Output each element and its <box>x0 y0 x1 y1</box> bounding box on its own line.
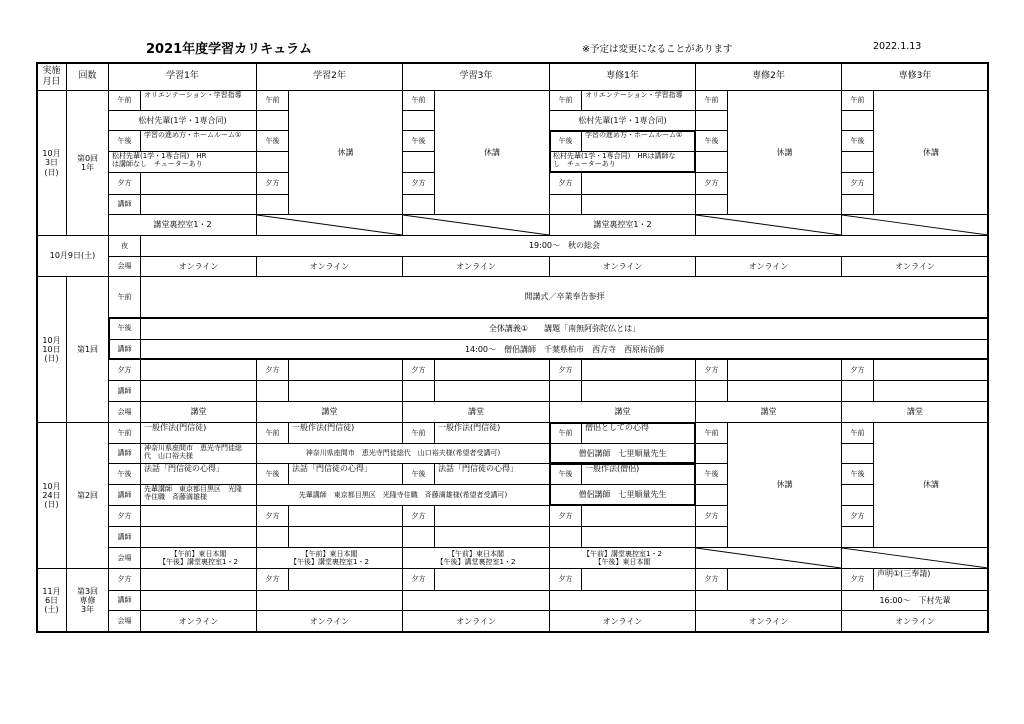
blank-venue-cell <box>841 547 989 569</box>
eve-lecturer <box>695 590 842 611</box>
row-label-eve: 夕方 <box>402 568 435 591</box>
row-label-am: 午前 <box>108 422 141 444</box>
row-label-am: 午前 <box>549 90 582 111</box>
session-cell: 第1回 <box>66 276 109 423</box>
row-label: 午後 <box>695 463 728 485</box>
row-label-eve: 夕方 <box>841 359 874 381</box>
session-cell: 第3回 専修 3年 <box>66 568 109 633</box>
pm-lecturer: 松村先輩(1学・1専合同) HR は講師なし チューターあり <box>108 151 257 173</box>
row-label-eve: 夕方 <box>108 505 141 527</box>
row-label-eve: 夕方 <box>549 568 582 591</box>
eve-topic <box>434 359 550 381</box>
eve-topic <box>581 172 696 195</box>
row-label: 午後 <box>695 130 728 152</box>
am-event: 開講式／卒業奉告参拝 <box>140 276 989 318</box>
eve-topic: 声明①(三奉請) <box>873 568 989 591</box>
row-label-eve: 夕方 <box>108 359 141 381</box>
eve-lecturer <box>581 526 696 548</box>
eve-topic <box>727 568 842 591</box>
am-lecturer: 松村先輩(1学・1専合同) <box>108 110 257 131</box>
rest-cell: 休講 <box>288 90 403 215</box>
eve-lecturer <box>434 380 550 402</box>
eve-lecturer <box>288 380 403 402</box>
row-label-lecturer: 講師 <box>108 484 141 506</box>
row-label-lecturer <box>549 526 582 548</box>
rest-cell: 休講 <box>873 422 989 548</box>
eve-lecturer <box>140 590 257 611</box>
eve-lecturer <box>434 526 550 548</box>
row-label: 夕方 <box>402 172 435 195</box>
row-label-pm: 午後 <box>108 463 141 485</box>
row-label <box>695 484 728 506</box>
row-label-am: 午前 <box>108 90 141 111</box>
row-label-am: 午前 <box>108 276 141 318</box>
row-label-am: 午前 <box>549 422 582 444</box>
row-label <box>841 484 874 506</box>
row-label-pm: 午後 <box>549 463 582 485</box>
rest-cell: 休講 <box>434 90 550 215</box>
pm-lecturer: 僧侶講師 七里順量先生 <box>549 484 696 506</box>
venue-cell: オンライン <box>402 256 550 277</box>
row-label: 午後 <box>841 130 874 152</box>
row-label: 午前 <box>841 422 874 444</box>
venue-cell: 【午前】東日本閣 【午後】講堂裏控室1・2 <box>256 547 403 569</box>
pm-event: 全体講義① 講題「南無阿弥陀仏とは」 <box>140 317 989 340</box>
row-label-venue: 会場 <box>108 256 141 277</box>
rest-cell: 休講 <box>873 90 989 215</box>
row-label <box>841 151 874 173</box>
eve-topic <box>434 505 550 527</box>
row-label <box>841 110 874 131</box>
pm-topic: 学習の進め方・ホームルーム① <box>140 130 257 152</box>
row-label <box>402 194 435 215</box>
am-topic: オリエンテーション・学習指導 <box>140 90 257 111</box>
document-date: 2022.1.13 <box>873 41 922 52</box>
eve-lecturer <box>140 194 257 215</box>
row-label-eve: 夕方 <box>841 568 874 591</box>
impl-date-header: 実施 月日 <box>36 62 67 91</box>
row-label <box>256 194 289 215</box>
row-label: 夕方 <box>695 172 728 195</box>
am-topic: 一般作法(門信徒) <box>140 422 257 444</box>
eve-lecturer <box>402 590 550 611</box>
eve-lecturer <box>727 380 842 402</box>
eve-topic <box>873 359 989 381</box>
row-label: 午後 <box>402 130 435 152</box>
row-label-pm: 午後 <box>256 463 289 485</box>
venue-cell: 講堂 <box>140 401 257 423</box>
row-label <box>695 110 728 131</box>
venue-cell: オンライン <box>256 610 403 633</box>
row-label-pm: 午後 <box>108 317 141 340</box>
venue-cell: 【午前】東日本閣 【午後】講堂裏控室1・2 <box>402 547 550 569</box>
eve-lecturer <box>140 380 257 402</box>
eve-topic <box>140 172 257 195</box>
row-label-eve: 夕方 <box>256 505 289 527</box>
pm-lecturer: 松村先輩(1学・1専合同) HRは講師な し チューターあり <box>549 151 696 173</box>
venue-cell: 講堂 <box>256 401 403 423</box>
course-header-6: 専修3年 <box>841 62 989 91</box>
row-label-lecturer <box>256 526 289 548</box>
session-cell: 第0回 1年 <box>66 90 109 236</box>
eve-lecturer: 16:00～ 下村先輩 <box>841 590 989 611</box>
row-label <box>402 110 435 131</box>
blank-venue-cell <box>695 214 842 236</box>
row-label-night: 夜 <box>108 235 141 257</box>
date-cell: 11月 6日 (土) <box>36 568 67 633</box>
row-label-lecturer: 講師 <box>108 443 141 464</box>
eve-topic <box>434 568 550 591</box>
row-label <box>695 194 728 215</box>
row-label-eve: 夕方 <box>256 568 289 591</box>
row-label-pm: 午後 <box>108 130 141 152</box>
am-lecturer: 神奈川県座間市 恵光寺門徒総 代 山口裕夫様 <box>140 443 257 464</box>
row-label: 午後 <box>256 130 289 152</box>
am-topic: 一般作法(門信徒) <box>434 422 550 444</box>
rest-cell: 休講 <box>727 422 842 548</box>
pm-topic: 法話「門信徒の心得」 <box>140 463 257 485</box>
row-label-venue: 会場 <box>108 610 141 633</box>
eve-lecturer <box>549 590 696 611</box>
am-lecturer-shared: 神奈川県座間市 恵光寺門徒総代 山口裕夫様(希望者受講可) <box>256 443 550 464</box>
eve-lecturer <box>873 380 989 402</box>
eve-topic <box>140 505 257 527</box>
row-label-eve: 夕方 <box>108 172 141 195</box>
eve-topic <box>581 359 696 381</box>
row-label-pm: 午後 <box>402 463 435 485</box>
venue-cell: 【午前】東日本閣 【午後】講堂裏控室1・2 <box>140 547 257 569</box>
row-label-am: 午前 <box>402 422 435 444</box>
eve-lecturer <box>256 590 403 611</box>
date-cell: 10月 24日 (日) <box>36 422 67 569</box>
course-header-4: 専修1年 <box>549 62 696 91</box>
row-label: 午前 <box>402 90 435 111</box>
row-label <box>256 110 289 131</box>
row-label-lecturer: 講師 <box>108 194 141 215</box>
row-label-eve: 夕方 <box>549 505 582 527</box>
blank-venue-cell <box>695 547 842 569</box>
row-label-lecturer <box>256 380 289 402</box>
venue-cell: オンライン <box>402 610 550 633</box>
venue-cell: 【午前】講堂裏控室1・2 【午後】東日本閣 <box>549 547 696 569</box>
venue-cell: 講堂 <box>841 401 989 423</box>
row-label-eve: 夕方 <box>108 568 141 591</box>
row-label-eve: 夕方 <box>695 568 728 591</box>
pm-topic: 学習の進め方・ホームルーム① <box>581 130 696 152</box>
pm-lecturer: 14:00～ 僧侶講師 千葉県柏市 西方寺 西原祐治師 <box>140 339 989 360</box>
row-label: 午前 <box>256 90 289 111</box>
row-label: 夕方 <box>841 505 874 527</box>
row-label-pm: 午後 <box>549 130 582 152</box>
venue-cell: オンライン <box>841 610 989 633</box>
row-label <box>402 151 435 173</box>
row-label-lecturer: 講師 <box>108 590 141 611</box>
blank-venue-cell <box>841 214 989 236</box>
date-cell: 10月 3日 (日) <box>36 90 67 236</box>
curriculum-table <box>36 62 988 632</box>
row-label <box>841 443 874 464</box>
venue-cell: 講堂 <box>402 401 550 423</box>
row-label: 夕方 <box>256 172 289 195</box>
blank-venue-cell <box>256 214 403 236</box>
row-label-lecturer <box>402 526 435 548</box>
pm-topic: 法話「門信徒の心得」 <box>288 463 403 485</box>
row-label: 午前 <box>841 90 874 111</box>
session-cell: 第2回 <box>66 422 109 569</box>
row-label-venue: 会場 <box>108 401 141 423</box>
row-label-lecturer <box>549 194 582 215</box>
row-label-venue: 会場 <box>108 547 141 569</box>
venue-cell: 講堂裏控室1・2 <box>549 214 696 236</box>
row-label-lecturer: 講師 <box>108 380 141 402</box>
eve-topic <box>140 568 257 591</box>
pm-topic: 一般作法(僧侶) <box>581 463 696 485</box>
course-header-3: 学習3年 <box>402 62 550 91</box>
row-label-eve: 夕方 <box>402 505 435 527</box>
venue-cell: 講堂 <box>549 401 696 423</box>
eve-topic <box>581 568 696 591</box>
eve-topic <box>288 505 403 527</box>
eve-lecturer <box>581 194 696 215</box>
session-header: 回数 <box>66 62 109 91</box>
row-label-lecturer <box>841 380 874 402</box>
night-event: 19:00～ 秋の総会 <box>140 235 989 257</box>
row-label <box>841 526 874 548</box>
row-label: 午前 <box>695 422 728 444</box>
row-label <box>695 151 728 173</box>
venue-cell: オンライン <box>256 256 403 277</box>
am-topic: オリエンテーション・学習指導 <box>581 90 696 111</box>
row-label-lecturer <box>695 380 728 402</box>
eve-lecturer <box>140 526 257 548</box>
row-label-eve: 夕方 <box>549 359 582 381</box>
eve-lecturer <box>288 526 403 548</box>
row-label-eve: 夕方 <box>549 172 582 195</box>
eve-lecturer <box>581 380 696 402</box>
row-label-eve: 夕方 <box>695 359 728 381</box>
row-label-lecturer: 講師 <box>108 339 141 360</box>
venue-cell: オンライン <box>695 610 842 633</box>
row-label-eve: 夕方 <box>256 359 289 381</box>
pm-topic: 法話「門信徒の心得」 <box>434 463 550 485</box>
venue-cell: オンライン <box>841 256 989 277</box>
venue-cell: オンライン <box>140 256 257 277</box>
row-label-lecturer <box>549 380 582 402</box>
row-label <box>256 151 289 173</box>
am-lecturer: 僧侶講師 七里順量先生 <box>549 443 696 464</box>
row-label-eve: 夕方 <box>402 359 435 381</box>
eve-topic <box>581 505 696 527</box>
eve-topic <box>288 568 403 591</box>
eve-topic <box>140 359 257 381</box>
course-header-5: 専修2年 <box>695 62 842 91</box>
row-label-lecturer: 講師 <box>108 526 141 548</box>
am-topic: 僧侶としての心得 <box>581 422 696 444</box>
row-label <box>841 194 874 215</box>
rest-cell: 休講 <box>727 90 842 215</box>
row-label: 午後 <box>841 463 874 485</box>
venue-cell: 講堂裏控室1・2 <box>108 214 257 236</box>
schedule-change-note: ※予定は変更になることがあります <box>582 44 733 55</box>
row-label: 午前 <box>695 90 728 111</box>
course-header-2: 学習2年 <box>256 62 403 91</box>
course-header-1: 学習1年 <box>108 62 257 91</box>
venue-cell: オンライン <box>549 610 696 633</box>
row-label-am: 午前 <box>256 422 289 444</box>
row-label: 夕方 <box>841 172 874 195</box>
blank-venue-cell <box>402 214 550 236</box>
pm-lecturer-shared: 先輩講師 東京都目黒区 光隆寺住職 斉藤満雄様(希望者受講可) <box>256 484 550 506</box>
row-label <box>695 526 728 548</box>
venue-cell: オンライン <box>140 610 257 633</box>
pm-lecturer: 先輩講師 東京都目黒区 光隆 寺住職 斉藤満雄様 <box>140 484 257 506</box>
date-cell: 10月 10日 (日) <box>36 276 67 423</box>
eve-topic <box>288 359 403 381</box>
am-lecturer: 松村先輩(1学・1専合同) <box>549 110 696 131</box>
venue-cell: 講堂 <box>695 401 842 423</box>
row-label <box>695 443 728 464</box>
am-topic: 一般作法(門信徒) <box>288 422 403 444</box>
date-cell: 10月9日(土) <box>36 235 109 277</box>
eve-topic <box>727 359 842 381</box>
page-title: 2021年度学習カリキュラム <box>146 42 313 57</box>
row-label: 夕方 <box>695 505 728 527</box>
venue-cell: オンライン <box>695 256 842 277</box>
row-label-lecturer <box>402 380 435 402</box>
venue-cell: オンライン <box>549 256 696 277</box>
